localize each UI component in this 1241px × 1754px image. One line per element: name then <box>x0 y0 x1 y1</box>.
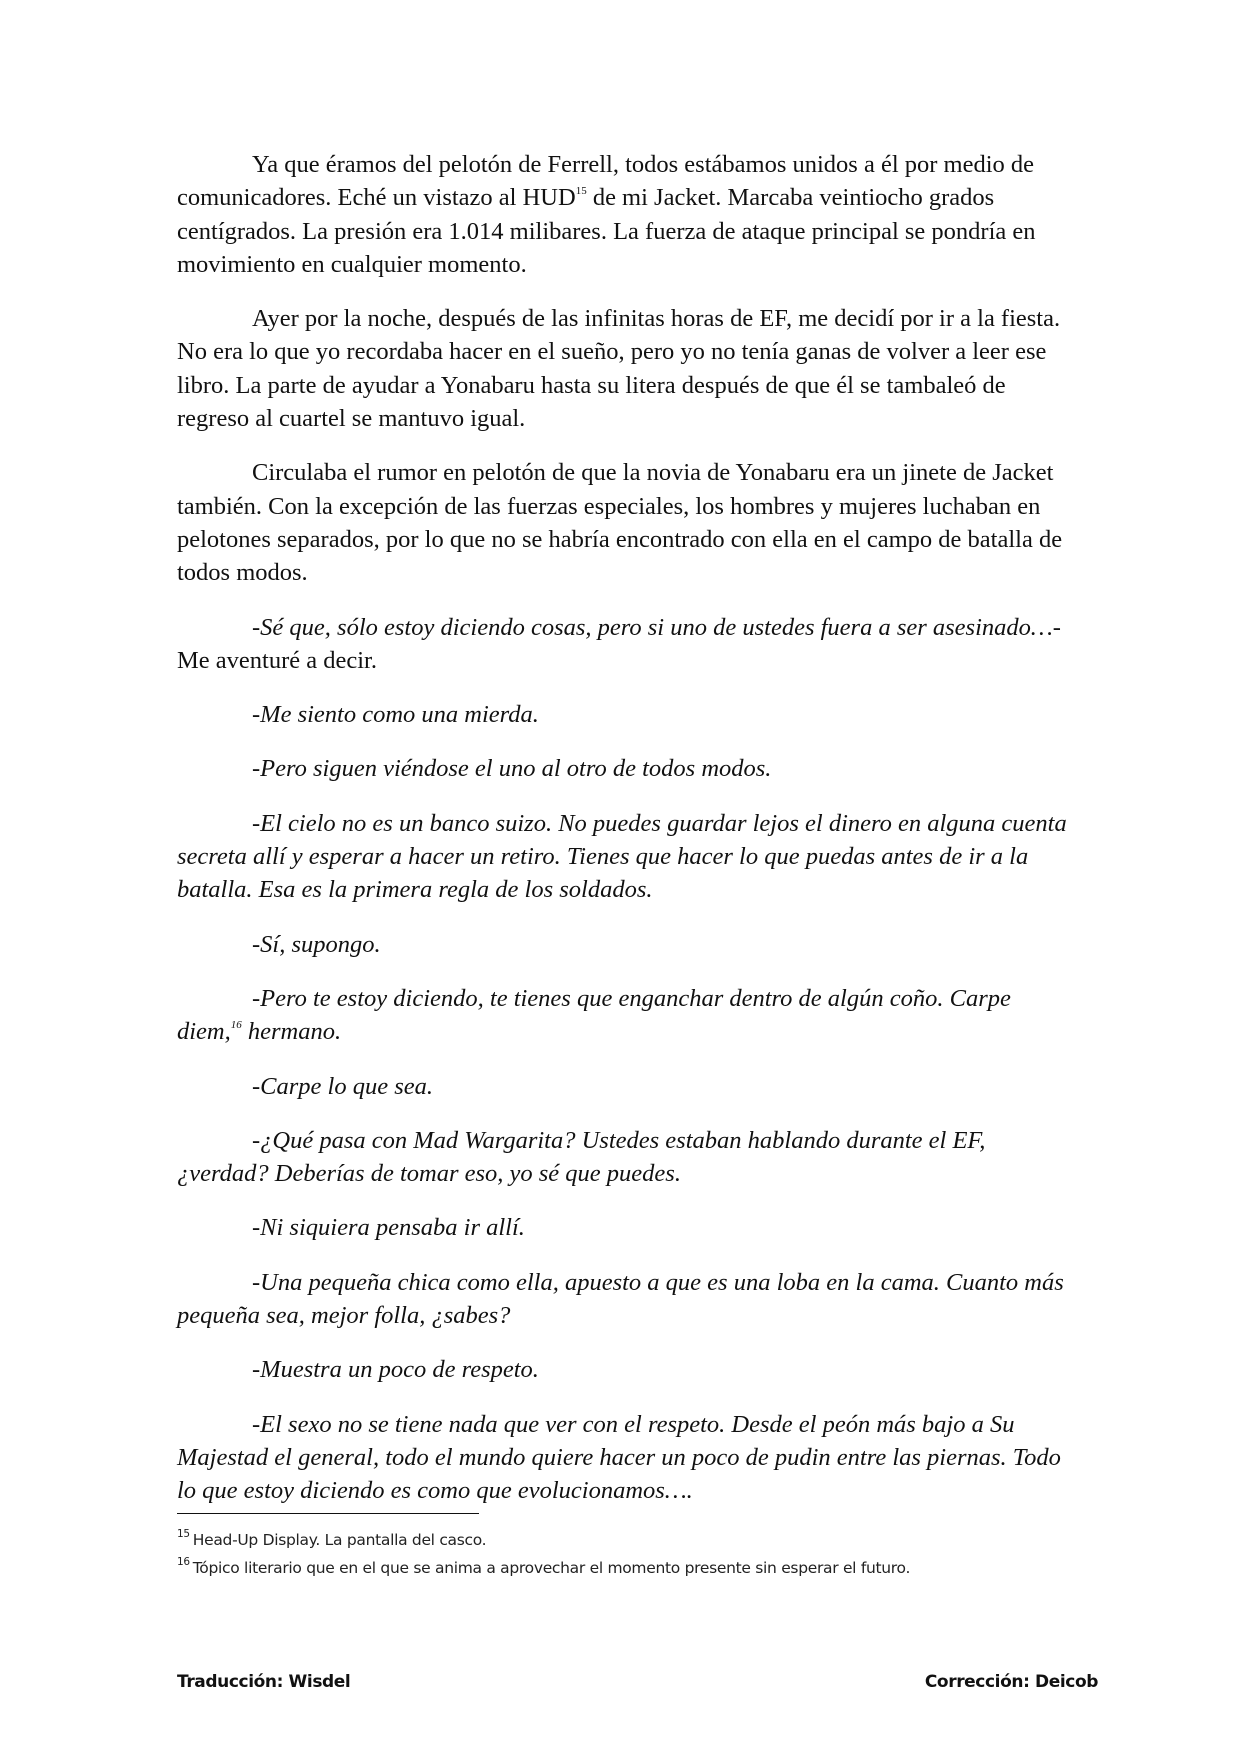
footnote-16 <box>177 1554 1177 1582</box>
paragraph-text: de mi Jacket. Marcaba veintiocho grados centígrados. La presión era 1.014 milibares. La fuerza de ataque principal se pondría en movimiento en cualquier momento. <box>177 184 1036 278</box>
dialogue-paragraph <box>177 1408 1067 1508</box>
footnote-number: 16 <box>177 1556 190 1568</box>
paragraph-text: Ayer por la noche, después de las infinitas horas de EF, me decidí por ir a la fiesta. No era lo que yo recordaba hacer en el sueño, pero yo no tenía ganas de volver a leer ese libro. La parte de ayudar a Yonabaru hasta su litera después de que él se tambaleó de regreso al cuartel se mantuvo igual. <box>177 305 1061 433</box>
dialogue-paragraph <box>177 1211 1067 1244</box>
dialogue-paragraph <box>177 982 1067 1049</box>
paragraph-text: Ya que éramos del pelotón de Ferrell, todos estábamos unidos a él por medio de comunicadores. Eché un vistazo al HUD <box>177 151 1035 212</box>
paragraph-text: -¿Qué pasa con Mad Wargarita? Ustedes estaban hablando durante el EF, ¿verdad? Deberías de tomar eso, yo sé que puedes. <box>177 1126 986 1188</box>
paragraph-text: -Pero te estoy diciendo, te tienes que enganchar dentro de algún coño. Carpe diem, <box>177 984 1011 1046</box>
paragraph-text: -Muestra un poco de respeto. <box>252 1356 539 1384</box>
body-text <box>177 148 1067 1529</box>
narrative-paragraph <box>177 456 1067 589</box>
footnote-number: 15 <box>177 1528 190 1540</box>
translation-credit: Traducción: Wisdel <box>177 1672 351 1692</box>
footnote-15 <box>177 1526 1177 1554</box>
paragraph-text: -El cielo no es un banco suizo. No puedes guardar lejos el dinero en alguna cuenta secreta allí y esperar a hacer un retiro. Tienes que hacer lo que puedas antes de ir a la batalla. Esa es la primera regla de los soldados. <box>177 809 1067 904</box>
paragraph-text: -Carpe lo que sea. <box>252 1072 433 1100</box>
paragraph-text: -El sexo no se tiene nada que ver con el respeto. Desde el peón más bajo a Su Majestad el general, todo el mundo quiere hacer un poco de pudin entre las piernas. Todo lo que estoy diciendo es como que evolucionamos…. <box>177 1410 1061 1505</box>
paragraph-text: -Sí, supongo. <box>252 930 381 958</box>
narrative-paragraph <box>177 148 1067 281</box>
dialogue-paragraph <box>177 1266 1067 1333</box>
dialogue-paragraph <box>177 698 1067 731</box>
footnote-separator <box>177 1513 479 1514</box>
footnote-reference: 15 <box>575 185 587 198</box>
correction-credit: Corrección: Deicob <box>924 1672 1098 1692</box>
narrative-paragraph <box>177 302 1067 435</box>
dialogue-paragraph <box>177 752 1067 785</box>
dialogue-paragraph <box>177 1124 1067 1191</box>
footnotes <box>177 1526 1177 1582</box>
dialogue-paragraph <box>177 928 1067 961</box>
paragraph-text: -Me siento como una mierda. <box>252 701 539 729</box>
paragraph-text: -Ni siquiera pensaba ir allí. <box>252 1214 525 1242</box>
footnote-text: Head-Up Display. La pantalla del casco. <box>192 1531 487 1549</box>
page-footer-credits <box>177 1672 1098 1702</box>
paragraph-text: hermano. <box>241 1018 342 1046</box>
narration-tag: - Me aventuré a decir. <box>177 613 1061 674</box>
paragraph-text: -Una pequeña chica como ella, apuesto a que es una loba en la cama. Cuanto más pequeña sea, mejor folla, ¿sabes? <box>177 1268 1064 1330</box>
dialogue-paragraph <box>177 1353 1067 1386</box>
paragraph-text: Circulaba el rumor en pelotón de que la novia de Yonabaru era un jinete de Jacket también. Con la excepción de las fuerzas especiales, los hombres y mujeres luchaban en pelotones separados, por lo que no se habría encontrado con ella en el campo de batalla de todos modos. <box>177 459 1063 587</box>
dialogue-paragraph <box>177 1070 1067 1103</box>
footnote-text: Tópico literario que en el que se anima a aprovechar el momento presente sin esperar el futuro. <box>192 1559 911 1577</box>
dialogue-paragraph <box>177 807 1067 907</box>
paragraph-text: -Sé que, sólo estoy diciendo cosas, pero si uno de ustedes fuera a ser asesinado… <box>252 613 1053 641</box>
footnote-reference: 16 <box>230 1019 242 1032</box>
paragraph-text: -Pero siguen viéndose el uno al otro de todos modos. <box>252 755 772 783</box>
dialogue-paragraph <box>177 611 1067 678</box>
